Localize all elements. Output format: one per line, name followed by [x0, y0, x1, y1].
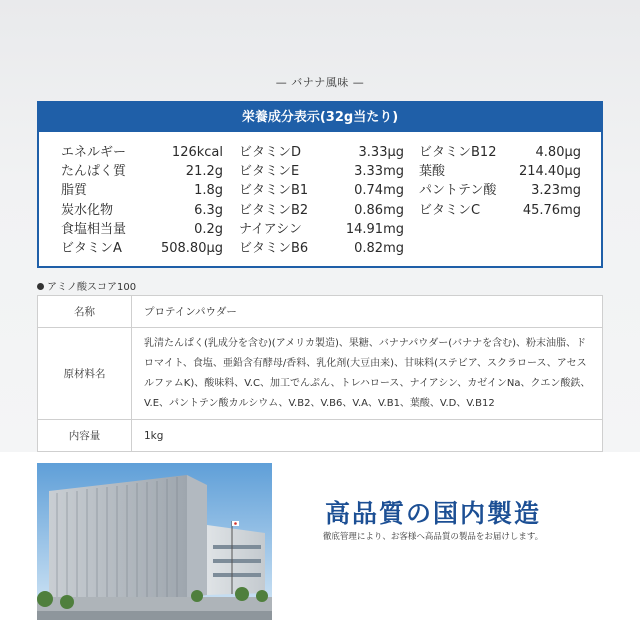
nutrient-value: 4.80μg [535, 145, 581, 160]
nutrient-name: ビタミンB1 [239, 183, 309, 199]
nutrition-row [419, 143, 581, 162]
nutrition-row [419, 201, 581, 220]
table-row [38, 296, 603, 328]
nutrient-value: 3.33mg [354, 164, 404, 180]
nutrient-value: 0.2g [194, 221, 223, 237]
spec-label: 名称 [38, 296, 132, 328]
nutrient-value: 0.86mg [354, 202, 404, 218]
spec-label: 原材料名 [38, 328, 132, 420]
nutrient-value: 214.40μg [518, 164, 581, 180]
nutrient-name: ビタミンE [239, 164, 300, 180]
nutrition-row [239, 162, 404, 181]
nutrient-value: 1.8g [194, 183, 223, 199]
nutrient-value: 0.74mg [354, 183, 404, 199]
amino-score-note [37, 278, 136, 293]
nutrient-value: 0.82mg [354, 240, 404, 256]
nutrition-row [61, 162, 223, 181]
spec-value: 1kg [132, 420, 603, 452]
nutrition-column-2 [239, 143, 404, 258]
nutrition-row [239, 239, 404, 258]
nutrient-value: 6.3g [194, 202, 223, 218]
nutrient-value: 45.76mg [522, 202, 581, 218]
nutrient-value: 14.91mg [345, 221, 404, 237]
factory-photo [37, 463, 272, 620]
nutrition-row [61, 181, 223, 200]
nutrient-name: ビタミンB6 [239, 240, 309, 256]
nutrition-row [61, 143, 223, 162]
nutrient-name: ビタミンD [239, 145, 302, 160]
nutrition-row [239, 201, 404, 220]
nutrition-row [61, 201, 223, 220]
nutrition-column-3 [419, 143, 581, 220]
nutrient-name: ビタミンB12 [419, 145, 497, 160]
nutrition-row [239, 143, 404, 162]
nutrient-name: ビタミンB2 [239, 202, 309, 218]
nutrient-value: 3.33μg [358, 145, 404, 160]
table-row [38, 328, 603, 420]
nutrition-row [419, 162, 581, 181]
nutrient-name: ビタミンC [419, 202, 481, 218]
nutrient-name: 葉酸 [419, 164, 446, 180]
product-spec-table [37, 295, 603, 452]
nutrition-column-1 [61, 143, 223, 258]
bullet-icon [37, 283, 44, 290]
nutrient-name: ナイアシン [239, 221, 302, 237]
nutrient-value: 126kcal [171, 145, 223, 160]
spec-value: 乳清たんぱく(乳成分を含む)(アメリカ製造)、果糖、バナナパウダー(バナナを含む)、粉末油脂、ドロマイト、食塩、亜鉛含有酵母/香料、乳化剤(大豆由来)、甘味料(ステビア、スクラロース、アセスルファムK)、酸味料、V.C、加工でんぷん、トレハロース、ナイアシン、カゼインNa、クエン酸鉄、V.E、パントテン酸カルシウム、V.B2、V.B6、V.A、V.B1、葉酸、V.D、V.B12 [132, 328, 603, 420]
table-row [38, 420, 603, 452]
nutrition-row [61, 239, 223, 258]
nutrient-name: 食塩相当量 [61, 221, 127, 237]
nutrient-name: エネルギー [61, 145, 127, 160]
nutrient-name: たんぱく質 [61, 164, 127, 180]
nutrition-panel-title: 栄養成分表示(32g当たり) [39, 103, 601, 132]
nutrient-name: 炭水化物 [61, 202, 114, 218]
nutrition-row [239, 181, 404, 200]
nutrient-value: 21.2g [185, 164, 223, 180]
nutrient-value: 3.23mg [531, 183, 581, 199]
nutrient-name: ビタミンA [61, 240, 122, 256]
quality-subheading: 徹底管理により、お客様へ高品質の製品をお届けします。 [322, 532, 544, 542]
amino-score-text: アミノ酸スコア100 [47, 282, 137, 293]
nutrition-row [61, 220, 223, 239]
nutrient-name: パントテン酸 [419, 183, 497, 199]
nutrient-name: 脂質 [61, 183, 88, 199]
nutrition-row [419, 181, 581, 200]
spec-label: 内容量 [38, 420, 132, 452]
spec-value: プロテインパウダー [132, 296, 603, 328]
nutrition-panel [37, 101, 603, 268]
nutrient-value: 508.80μg [160, 240, 223, 256]
quality-heading: 高品質の国内製造 [324, 499, 541, 528]
flavor-label: — バナナ風味 — [275, 76, 365, 89]
nutrition-row [239, 220, 404, 239]
